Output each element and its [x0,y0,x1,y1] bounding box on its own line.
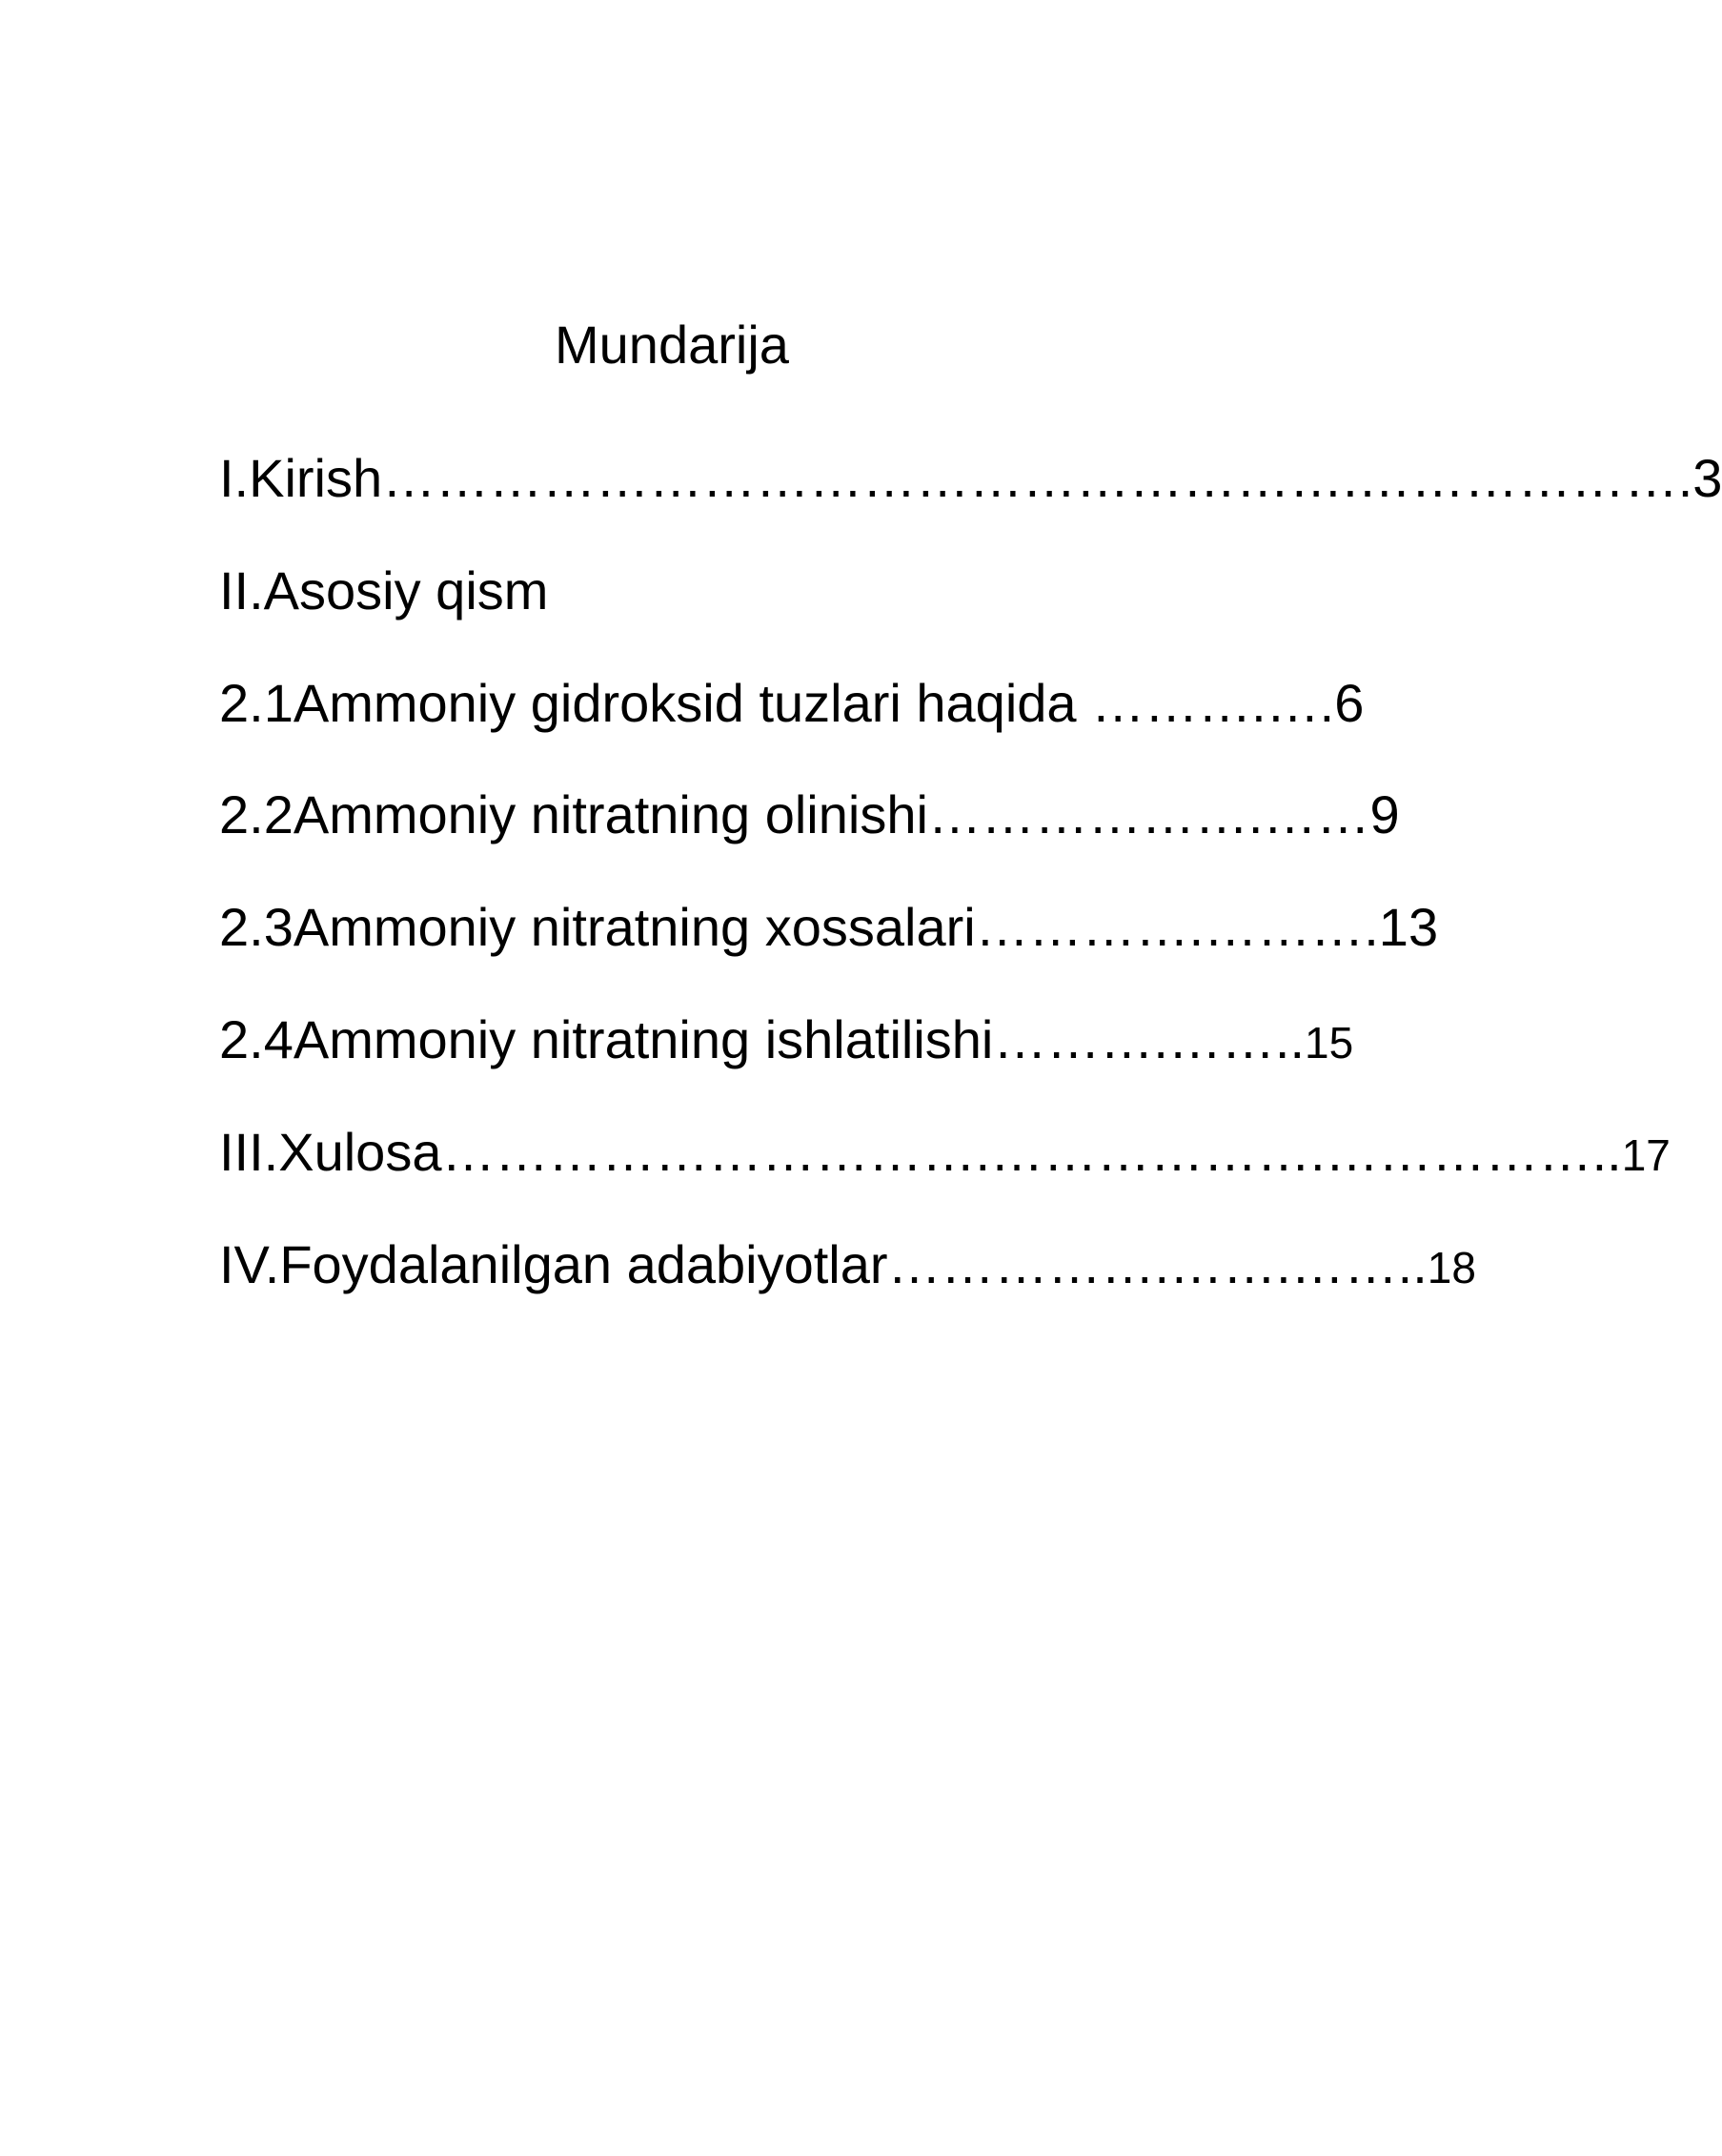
page-title: Mundarija [555,315,789,375]
toc-entry-text: 2.4Ammoniy nitratning ishlatilishi……….…….. [219,1009,1306,1069]
toc-entry-text: III.Xulosa………………………….……………….…………….. [219,1122,1622,1182]
toc-entry-page-number: 15 [1305,1018,1354,1068]
toc-entry-2-1 [219,665,1364,742]
toc-entry-page-number: 18 [1427,1243,1476,1292]
toc-entry-text: 2.3Ammoniy nitratning xossalari………….……….13 [219,897,1439,957]
toc-entry-xulosa [219,1114,1671,1193]
toc-entry-adabiyotlar [219,1227,1476,1306]
toc-entry-2-3 [219,889,1438,966]
toc-entry-2-4 [219,1002,1353,1081]
toc-entry-kirish [219,440,1722,517]
toc-entry-text: IV.Foydalanilgan adabiyotlar…………….…….…….. [219,1234,1428,1294]
toc-entry-asosiy-qism [219,553,548,629]
toc-entry-2-2 [219,777,1400,853]
toc-entry-text: 2.2Ammoniy nitratning olinishi……………….……9 [219,784,1400,844]
toc-entry-page-number: 17 [1621,1130,1671,1180]
toc-entry-text: I.Kirish……………………………………………….……………….3 [219,448,1722,508]
toc-entry-text: 2.1Ammoniy gidroksid tuzlari haqida ……….….6 [219,673,1365,733]
toc-entry-text: II.Asosiy qism [219,560,549,620]
